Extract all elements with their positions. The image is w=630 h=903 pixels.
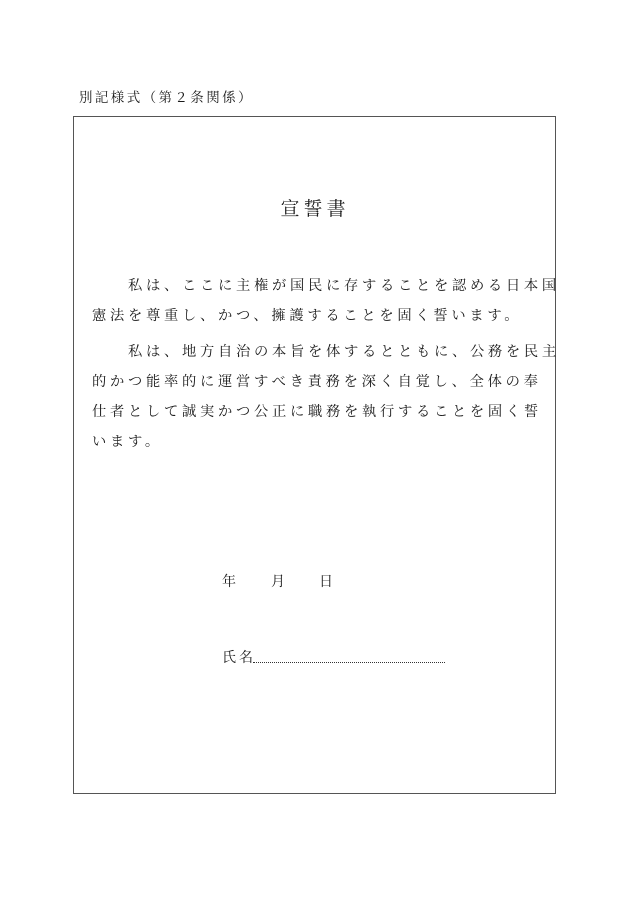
- oath-line: 的かつ能率的に運営すべき責務を深く自覚し、全体の奉: [92, 374, 542, 390]
- oath-paragraph-2: [92, 337, 560, 457]
- oath-line: 私は、ここに主権が国民に存することを認める日本国: [128, 278, 560, 294]
- oath-body: [92, 271, 560, 463]
- date-day-label: 日: [319, 574, 333, 590]
- name-signature-line[interactable]: [253, 662, 445, 663]
- oath-line: 憲法を尊重し、かつ、擁護することを固く誓います。: [92, 308, 523, 324]
- form-note: 別記様式（第２条関係）: [79, 90, 254, 106]
- oath-paragraph-1: [92, 271, 560, 331]
- name-label: 氏名: [222, 650, 256, 666]
- oath-line: 仕者として誠実かつ公正に職務を執行することを固く誓: [92, 404, 542, 420]
- oath-line: 私は、地方自治の本旨を体するとともに、公務を民主: [128, 344, 560, 360]
- date-year-label: 年: [222, 574, 236, 590]
- document-title: 宣誓書: [280, 198, 350, 220]
- oath-line: います。: [92, 434, 163, 450]
- date-month-label: 月: [271, 574, 285, 590]
